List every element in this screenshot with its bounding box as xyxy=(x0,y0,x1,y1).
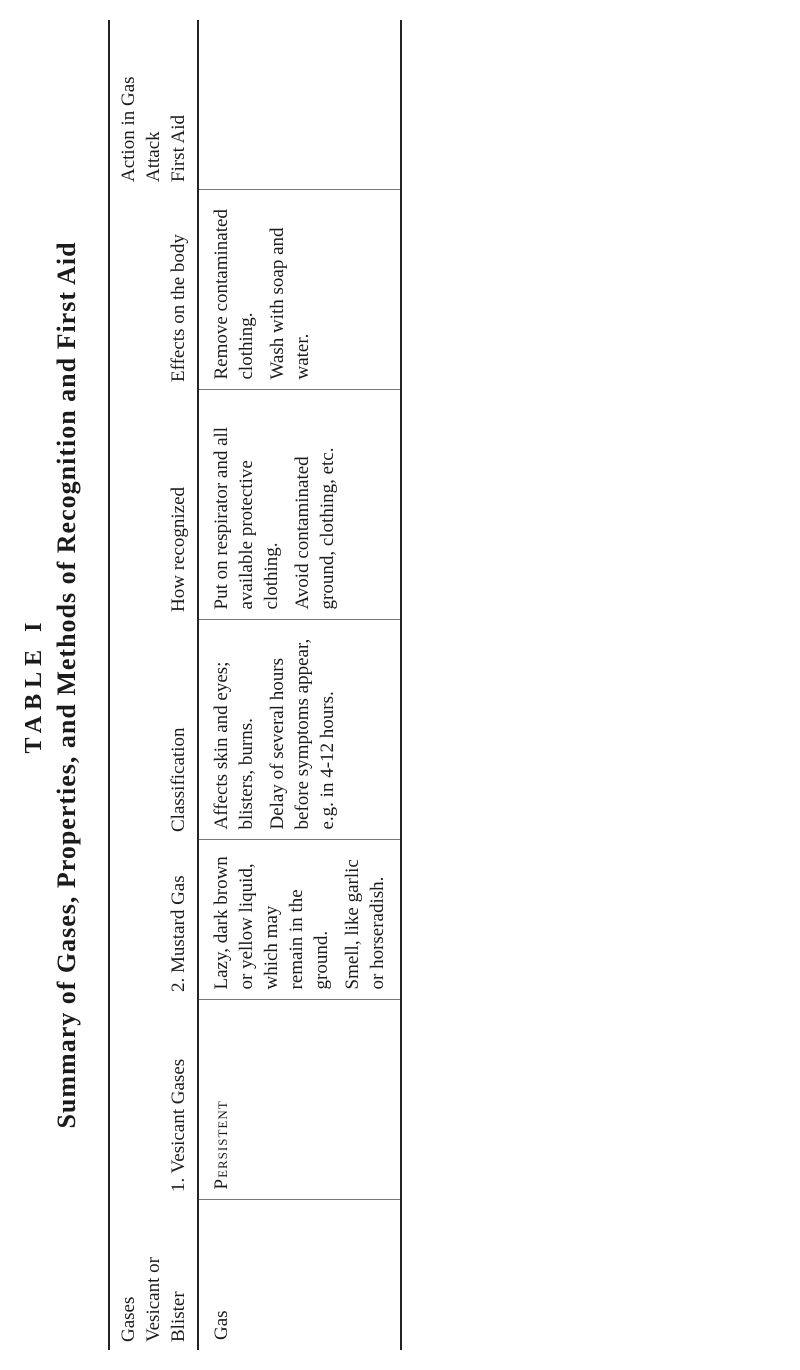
cell-first-aid xyxy=(198,190,401,390)
summary-table xyxy=(108,20,402,1350)
header-col-2: 2. Mustard Gas xyxy=(109,840,198,1000)
cell-blank xyxy=(198,20,401,190)
action-2: Avoid contaminated ground, clothing, etc. xyxy=(292,447,338,610)
table-heading xyxy=(18,0,82,1370)
recognized-2: Smell, like garlic or horseradish. xyxy=(342,859,388,990)
header-col-5: Effects on the body xyxy=(109,190,198,390)
cell-effects xyxy=(198,620,401,840)
recognized-1: Lazy, dark brown or yellow liquid, which may remain in the ground. xyxy=(211,856,332,990)
cell-recognized xyxy=(198,840,401,1000)
header-col-1: 1. Vesicant Gases xyxy=(109,1000,198,1200)
table-label: TABLE I xyxy=(21,616,47,754)
table-title: Summary of Gases, Properties, and Methods of Recognition and First Aid xyxy=(52,241,81,1129)
header-col-3: Classification xyxy=(109,620,198,840)
effects-1: Affects skin and eyes; blisters, burns. xyxy=(211,661,257,830)
table-row xyxy=(198,20,401,1350)
header-row xyxy=(109,20,198,1350)
cell-classification: Persistent xyxy=(198,1000,401,1200)
header-col-6: Action in Gas Attack First Aid xyxy=(109,20,198,190)
action-1: Put on respirator and all available protective clothing. xyxy=(211,426,282,610)
cell-action xyxy=(198,390,401,620)
effects-2: Delay of several hours before symptoms appear, e.g. in 4-12 hours. xyxy=(267,638,338,830)
first-aid-1: Remove contaminated clothing. xyxy=(211,209,257,380)
first-aid-2: Wash with soap and water. xyxy=(267,227,313,380)
header-col-4: How recognized xyxy=(109,390,198,620)
cell-gas: Gas xyxy=(198,1200,401,1350)
header-gases xyxy=(109,1200,198,1350)
header-vesicant: Vesicant or Blister xyxy=(143,1257,189,1342)
header-gases-group: Gases xyxy=(118,1296,139,1342)
